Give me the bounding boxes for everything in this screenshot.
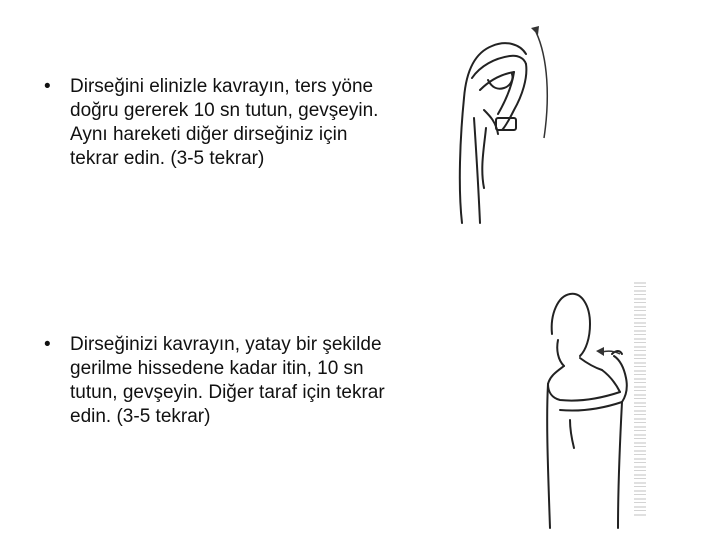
bullet-item-overhead-stretch [44,75,444,171]
bullet-symbol: • [44,334,51,355]
bullet-item-cross-body-stretch [44,333,464,429]
side-watermark-strip [634,282,646,518]
bullet-text: Dirseğinizi kavrayın, yatay bir şekilde gerilme hissedene kadar itin, 10 sn tutun, gevşeyin. Diğer taraf için tekrar edin. (3-5 tekrar) [70,334,385,427]
bullet-text: Dirseğini elinizle kavrayın, ters yöne doğru gererek 10 sn tutun, gevşeyin. Aynı hareketi diğer dirseğiniz için tekrar edin. (3-5 tekrar) [70,76,379,169]
overhead-triceps-stretch-illustration [440,18,560,228]
bullet-symbol: • [44,76,51,97]
